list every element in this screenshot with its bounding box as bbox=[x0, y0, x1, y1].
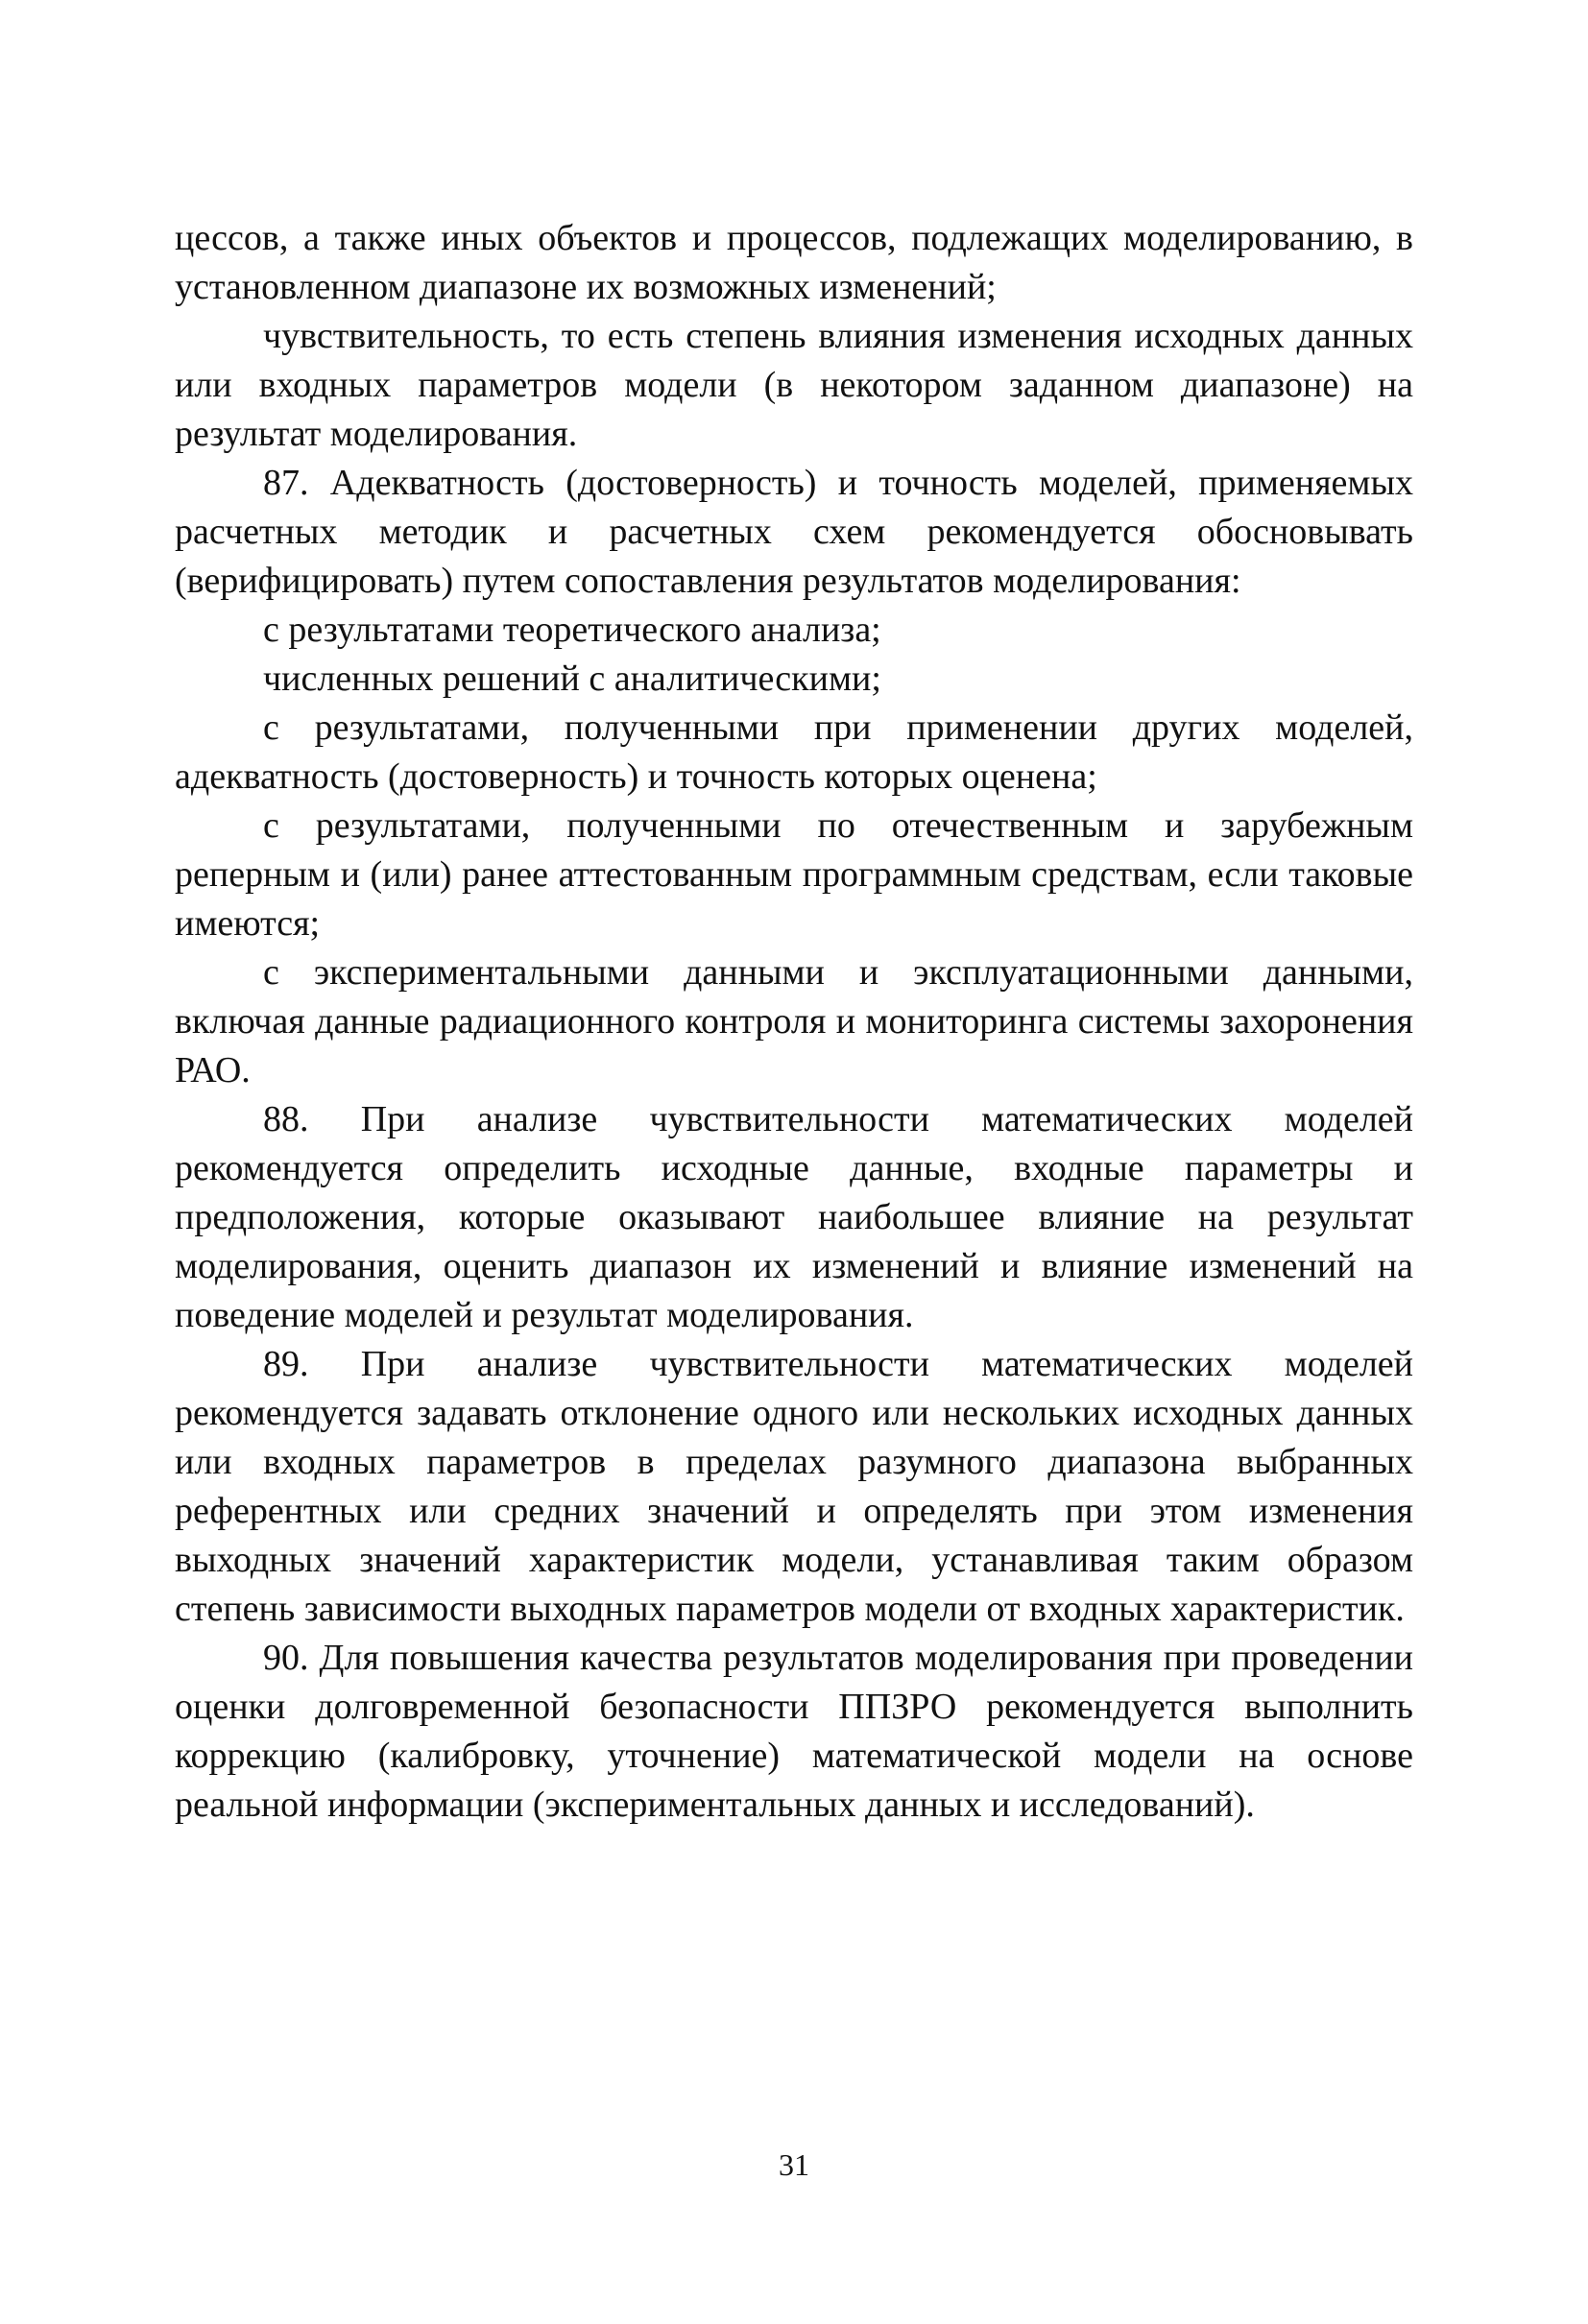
page-number: 31 bbox=[779, 2147, 809, 2182]
paragraph-88: 88. При анализе чувствительности математических моделей рекомендуется определить исходные данные, входные параметры и предположения, которые оказывают наибольшее влияние на результат моделирования, оценить диапазон их изменений и влияние изменений на поведение моделей и результат моделирования. bbox=[175, 1099, 1413, 1335]
paragraph-87: 87. Адекватность (достоверность) и точность моделей, применяемых расчетных методик и расчетных схем рекомендуется обосновывать (верифицировать) путем сопоставления результатов моделирования: bbox=[175, 463, 1413, 601]
paragraph-90: 90. Для повышения качества результатов моделирования при проведении оценки долговременной безопасности ППЗРО рекомендуется выполнить коррекцию (калибровку, уточнение) математической модели на основе реальной информации (экспериментальных данных и исследований). bbox=[175, 1638, 1413, 1825]
paragraph-sensitivity: чувствительность, то есть степень влияния изменения исходных данных или входных параметров модели (в некотором заданном диапазоне) на результат моделирования. bbox=[175, 316, 1413, 454]
list-item-theoretical: с результатами теоретического анализа; bbox=[263, 610, 881, 650]
page-body bbox=[175, 214, 1413, 1830]
paragraph-89: 89. При анализе чувствительности математических моделей рекомендуется задавать отклонение одного или нескольких исходных данных или входных параметров в пределах разумного диапазона выбранных референтных или средних значений и определять при этом изменения выходных значений характеристик модели, устанавливая таким образом степень зависимости выходных параметров модели от входных характеристик. bbox=[175, 1344, 1413, 1629]
list-item-numerical: численных решений с аналитическими; bbox=[263, 659, 881, 699]
list-item-other-models: с результатами, полученными при применении других моделей, адекватность (достоверность) и точность которых оценена; bbox=[175, 707, 1413, 797]
paragraph-continuation: цессов, а также иных объектов и процессов, подлежащих моделированию, в установленном диапазоне их возможных изменений; bbox=[175, 218, 1413, 307]
list-item-experimental-data: с экспериментальными данными и эксплуатационными данными, включая данные радиационного контроля и мониторинга системы захоронения РАО. bbox=[175, 952, 1413, 1090]
list-item-reference-software: с результатами, полученными по отечественным и зарубежным реперным и (или) ранее аттестованным программным средствам, если таковые имеются; bbox=[175, 805, 1413, 944]
